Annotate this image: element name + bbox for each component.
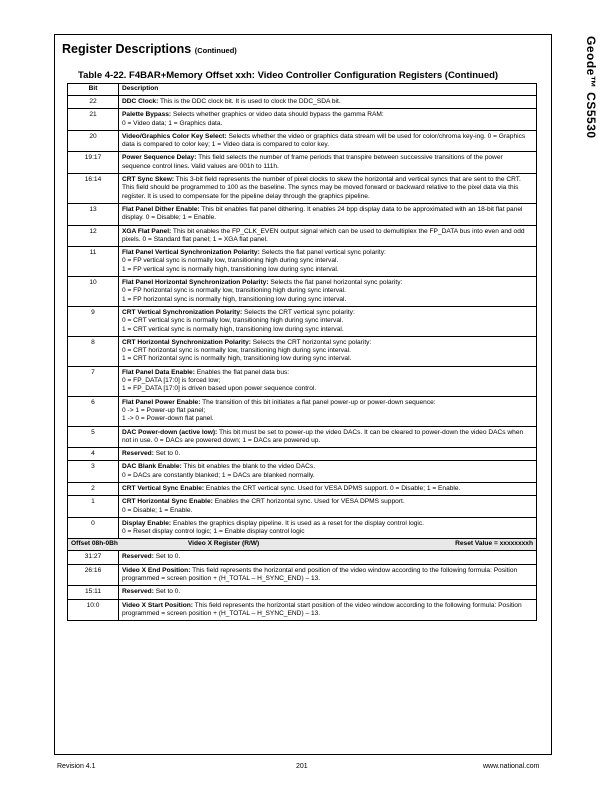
- field-name: DDC Clock:: [122, 98, 159, 105]
- table-row: [68, 482, 537, 495]
- field-description: Selects whether the video or graphics data stream will be used for color/chroma key-ing. 0 = Graphics data is compared to color key; 1 = Video data is compared to color key.: [122, 132, 526, 149]
- footer-page-number: 201: [296, 763, 308, 770]
- table-row: [68, 336, 537, 366]
- field-value-line: 1 = CRT horizontal sync is normally high, transitioning low during sync interval.: [122, 355, 352, 363]
- field-name: CRT Vertical Synchronization Polarity:: [122, 308, 243, 316]
- bit-cell: 4: [68, 448, 119, 461]
- field-name: Power Sequence Delay:: [122, 154, 197, 162]
- bit-cell: 12: [68, 225, 119, 247]
- field-value-line: 1 = FP vertical sync is normally high, transitioning low during sync interval.: [122, 265, 339, 273]
- side-title-text: Geode™ CS5530: [584, 36, 598, 139]
- field-name: Flat Panel Data Enable:: [122, 368, 195, 376]
- table-row: [68, 551, 537, 564]
- bit-cell: 13: [68, 203, 119, 225]
- footer-revision: Revision 4.1: [57, 763, 96, 770]
- description-cell: [119, 247, 537, 277]
- field-description: This bit enables the FP_CLK_EVEN output signal which can be used to demultiplex the FP_DATA bus into even and odd pixels. 0 = Standard flat panel; 1 = XGA flat panel.: [122, 227, 525, 243]
- field-name: Video X Start Position:: [122, 601, 193, 609]
- bit-cell: 5: [68, 426, 119, 448]
- table-row: [68, 564, 537, 586]
- field-description: This is the DDC clock bit. It is used to clock the DDC_SDA bit.: [158, 98, 341, 105]
- field-value-line: 1 = FP horizontal sync is normally high, transitioning low during sync interval.: [122, 295, 347, 303]
- table-row: [68, 599, 537, 621]
- field-value-line: 0 = CRT horizontal sync is normally low, transitioning high during sync interval.: [122, 347, 351, 355]
- table-row: [68, 517, 537, 539]
- field-name: Video X End Position:: [122, 566, 191, 574]
- bit-cell: 26:16: [68, 564, 119, 586]
- field-description: This field represents the horizontal end position of the video window according to the following formula: Position programmed = screen position + (H_TOTAL – H_SYNC_END) – 13.: [122, 566, 518, 583]
- field-description: Enables the CRT horizontal sync. Used for VESA DPMS support.: [212, 498, 405, 506]
- bit-cell: 2: [68, 482, 119, 495]
- field-name: Reserved:: [122, 588, 154, 596]
- bit-cell: 20: [68, 130, 119, 152]
- table-row: [68, 152, 537, 174]
- table-row: [68, 366, 537, 396]
- column-header-bit: Bit: [68, 84, 119, 96]
- table-row: [68, 426, 537, 448]
- section-title-text: Register Descriptions: [62, 42, 192, 56]
- field-name: CRT Horizontal Sync Enable:: [122, 498, 213, 506]
- offset-label: Offset 08h-0Bh: [71, 540, 118, 548]
- column-header-description: Description: [119, 84, 537, 96]
- description-cell: [119, 306, 537, 336]
- bit-cell: 6: [68, 396, 119, 426]
- table-row: [68, 247, 537, 277]
- description-cell: [119, 396, 537, 426]
- description-cell: [119, 130, 537, 152]
- description-cell: [119, 152, 537, 174]
- table-row: [68, 130, 537, 152]
- field-description: Selects the CRT vertical sync polarity:: [242, 308, 355, 316]
- field-description: Set to 0.: [153, 450, 181, 458]
- field-name: CRT Sync Skew:: [122, 176, 175, 184]
- bit-cell: 31:27: [68, 551, 119, 564]
- description-cell: [119, 564, 537, 586]
- field-value-line: 0 = FP vertical sync is normally low, transitioning high during sync interval.: [122, 257, 339, 265]
- bit-cell: 7: [68, 366, 119, 396]
- table-row: [68, 306, 537, 336]
- description-cell: [119, 448, 537, 461]
- field-name: Reserved:: [122, 450, 154, 458]
- table-row: [68, 396, 537, 426]
- field-value-line: 0 = Reset display control logic; 1 = Enable display control logic: [122, 528, 305, 536]
- description-cell: [119, 366, 537, 396]
- field-description: The transition of this bit initiates a flat panel power-up or power-down sequence:: [200, 398, 436, 406]
- side-title: [582, 36, 598, 196]
- bit-cell: 19:17: [68, 152, 119, 174]
- bit-cell: 0: [68, 517, 119, 539]
- field-value-line: 0 = Video data; 1 = Graphics data.: [122, 119, 223, 127]
- table-row: [68, 109, 537, 131]
- field-name: CRT Horizontal Synchronization Polarity:: [122, 338, 251, 346]
- field-name: CRT Vertical Sync Enable:: [122, 484, 205, 492]
- field-description: Enables the graphics display pipeline. It is used as a reset for the display control logic.: [171, 519, 425, 527]
- description-cell: [119, 225, 537, 247]
- field-description: This bit enables flat panel dithering. It enables 24 bpp display data to be approximated with an 18-bit flat panel display. 0 = Disable; 1 = Enable.: [122, 205, 523, 222]
- description-cell: [119, 461, 537, 483]
- bit-cell: 15:11: [68, 586, 119, 599]
- field-value-line: 0 = FP_DATA [17:0] is forced low;: [122, 377, 221, 385]
- description-cell: [119, 277, 537, 307]
- field-name: Palette Bypass:: [122, 111, 172, 119]
- field-description: Selects the CRT horizontal sync polarity:: [250, 338, 372, 346]
- field-value-line: 1 -> 0 = Power-down flat panel.: [122, 415, 214, 423]
- bit-cell: 10:0: [68, 599, 119, 621]
- field-description: Set to 0.: [153, 553, 181, 561]
- field-name: XGA Flat Panel:: [122, 227, 172, 235]
- description-cell: [119, 586, 537, 599]
- field-name: Flat Panel Dither Enable:: [122, 205, 200, 213]
- field-name: DAC Blank Enable:: [122, 463, 182, 471]
- table-row: [68, 203, 537, 225]
- offset-cell: [68, 539, 537, 551]
- description-cell: [119, 551, 537, 564]
- field-name: Display Enable:: [122, 519, 172, 527]
- description-cell: [119, 426, 537, 448]
- table-row: [68, 277, 537, 307]
- field-name: DAC Power-down (active low):: [122, 428, 218, 436]
- table-row: [68, 461, 537, 483]
- table-row: [68, 96, 537, 109]
- field-value-line: 0 = FP horizontal sync is normally low, transitioning high during sync interval.: [122, 287, 346, 295]
- bit-cell: 21: [68, 109, 119, 131]
- field-description: Selects the flat panel vertical sync polarity:: [259, 249, 386, 257]
- field-description: Enables the flat panel data bus:: [194, 368, 290, 376]
- table-row: [68, 174, 537, 204]
- field-value-line: 0 -> 1 = Power-up flat panel;: [122, 406, 206, 414]
- table-header-row: [68, 84, 537, 96]
- description-cell: [119, 517, 537, 539]
- field-value-line: 1 = FP_DATA [17:0] is driven based upon power sequence control.: [122, 385, 317, 393]
- bit-cell: 16:14: [68, 174, 119, 204]
- field-name: Flat Panel Horizontal Synchronization Polarity:: [122, 279, 269, 287]
- field-description: This field selects the number of frame periods that transpire between successive transitions of the power sequence control lines. Valid values are 001h to 111h.: [122, 154, 503, 170]
- register-table: [67, 83, 537, 621]
- section-title: [62, 42, 237, 56]
- field-description: This field represents the horizontal start position of the video window according to the following formula: Position programmed = screen position + (H_TOTAL – H_SYNC_END) – 13.: [122, 601, 522, 617]
- field-value-line: 1 = CRT vertical sync is normally high, transitioning low during sync interval.: [122, 325, 344, 333]
- bit-cell: 9: [68, 306, 119, 336]
- bit-cell: 3: [68, 461, 119, 483]
- reset-value: Reset Value = xxxxxxxxh: [455, 540, 533, 548]
- table-row: [68, 448, 537, 461]
- field-value-line: 0 = CRT vertical sync is normally low, transitioning high during sync interval.: [122, 317, 344, 325]
- description-cell: [119, 496, 537, 518]
- field-description: Selects the flat panel horizontal sync polarity:: [268, 279, 403, 287]
- description-cell: [119, 96, 537, 109]
- field-description: This bit enables the blank to the video DACs.: [181, 463, 316, 471]
- field-description: This 3-bit field represents the number of pixel clocks to skew the horizontal and vertical syncs that are sent to the CRT. This field should be programmed to 100 as the baseline. The syncs may be moved forward or backward relative to the pixel data via this register. It is used to compensate for the pipeline delay through the graphics pipeline.: [122, 176, 521, 200]
- field-description: Enables the CRT vertical sync. Used for VESA DPMS support. 0 = Disable; 1 = Enable.: [204, 484, 461, 492]
- register-rows-video-x: [68, 551, 537, 621]
- bit-cell: 8: [68, 336, 119, 366]
- field-value-line: 0 = Disable; 1 = Enable.: [122, 506, 193, 514]
- bit-cell: 10: [68, 277, 119, 307]
- section-continued: (Continued): [194, 46, 237, 55]
- bit-cell: 1: [68, 496, 119, 518]
- field-name: Flat Panel Vertical Synchronization Polarity:: [122, 249, 260, 257]
- description-cell: [119, 109, 537, 131]
- table-row: [68, 225, 537, 247]
- field-name: Reserved:: [122, 553, 154, 561]
- bit-cell: 11: [68, 247, 119, 277]
- field-value-line: 0 = DACs are constantly blanked; 1 = DACs are blanked normally.: [122, 471, 315, 479]
- field-name: Video/Graphics Color Key Select:: [122, 132, 227, 140]
- field-description: This bit must be set to power-up the video DACs. It can be cleared to power-down the video DACs when not in use. 0 = DACs are powered down; 1 = DACs are powered up.: [122, 428, 524, 444]
- field-description: Set to 0.: [153, 588, 181, 596]
- table-caption: Table 4-22. F4BAR+Memory Offset xxh: Video Controller Configuration Registers (Continued): [78, 70, 499, 81]
- description-cell: [119, 482, 537, 495]
- register-name: Video X Register (R/W): [187, 540, 260, 548]
- register-rows: [68, 96, 537, 539]
- offset-row: [68, 539, 537, 551]
- description-cell: [119, 174, 537, 204]
- description-cell: [119, 599, 537, 621]
- description-cell: [119, 203, 537, 225]
- description-cell: [119, 336, 537, 366]
- field-description: Selects whether graphics or video data should bypass the gamma RAM:: [171, 111, 384, 119]
- table-row: [68, 586, 537, 599]
- footer-url: www.national.com: [483, 763, 540, 770]
- field-name: Flat Panel Power Enable:: [122, 398, 201, 406]
- table-row: [68, 496, 537, 518]
- bit-cell: 22: [68, 96, 119, 109]
